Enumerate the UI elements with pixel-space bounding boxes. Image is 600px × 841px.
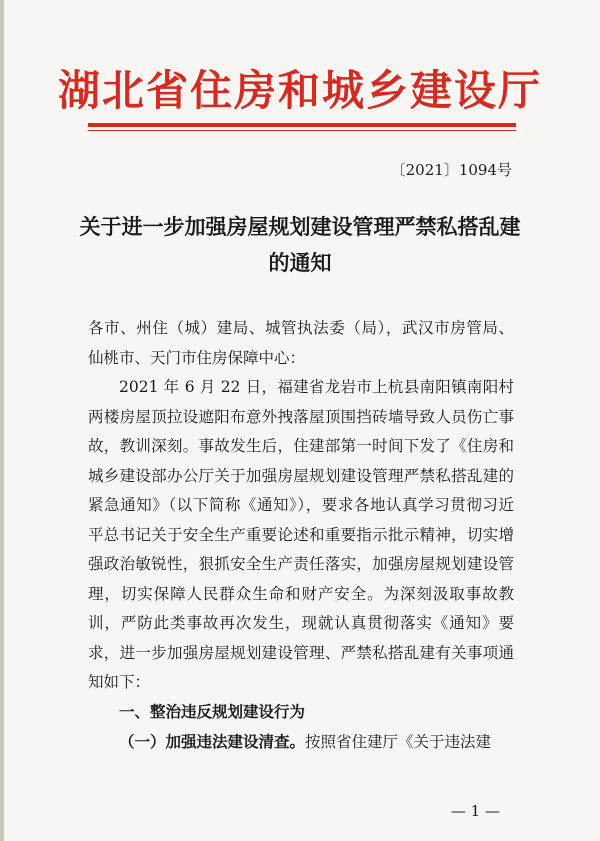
document-body xyxy=(88,314,514,758)
scan-edge xyxy=(0,0,4,841)
recipients: 各市、州住（城）建局、城管执法委（局），武汉市房管局、仙桃市、天门市住房保障中心： xyxy=(88,319,514,367)
masthead-rule-thin xyxy=(88,130,516,131)
body-paragraph-1: 2021 年 6 月 22 日，福建省龙岩市上杭县南阳镇南阳村两楼房屋顶拉设遮阳布意外拽落屋顶围挡砖墙导致人员伤亡事故，教训深刻。事故发生后，住建部第一时间下发了《住房和城乡建设部办公厅关于加强房屋规划建设管理严禁私搭乱建的紧急通知》（以下简称《通知》），要求各地认真学习贯彻习近平总书记关于安全生产重要论述和重要指示批示精神，切实增强政治敏锐性，狠抓安全生产责任落实，加强房屋规划建设管理，切实保障人民群众生命和财产安全。为深刻汲取事故教训，严防此类事故再次发生，现就认真贯彻落实《通知》要求，进一步加强房屋规划建设管理、严禁私搭乱建有关事项通知如下： xyxy=(88,378,514,691)
page-number: — 1 — xyxy=(450,802,500,820)
masthead-rule-thick xyxy=(88,123,516,127)
document-title xyxy=(70,209,530,281)
title-line-2: 的通知 xyxy=(268,250,332,275)
section-heading-1: 一、整治违反规划建设行为 xyxy=(119,702,306,721)
item-1-label: （一）加强违法建设清查。 xyxy=(119,732,306,751)
body-item-1 xyxy=(88,727,514,758)
title-line-1: 关于进一步加强房屋规划建设管理严禁私搭乱建 xyxy=(79,214,521,239)
issuer-masthead: 湖北省住房和城乡建设厅 xyxy=(57,66,542,115)
document-number: 〔2021〕1094号 xyxy=(390,161,512,179)
item-1-text: 按照省住建厅《关于违法建 xyxy=(305,733,492,751)
